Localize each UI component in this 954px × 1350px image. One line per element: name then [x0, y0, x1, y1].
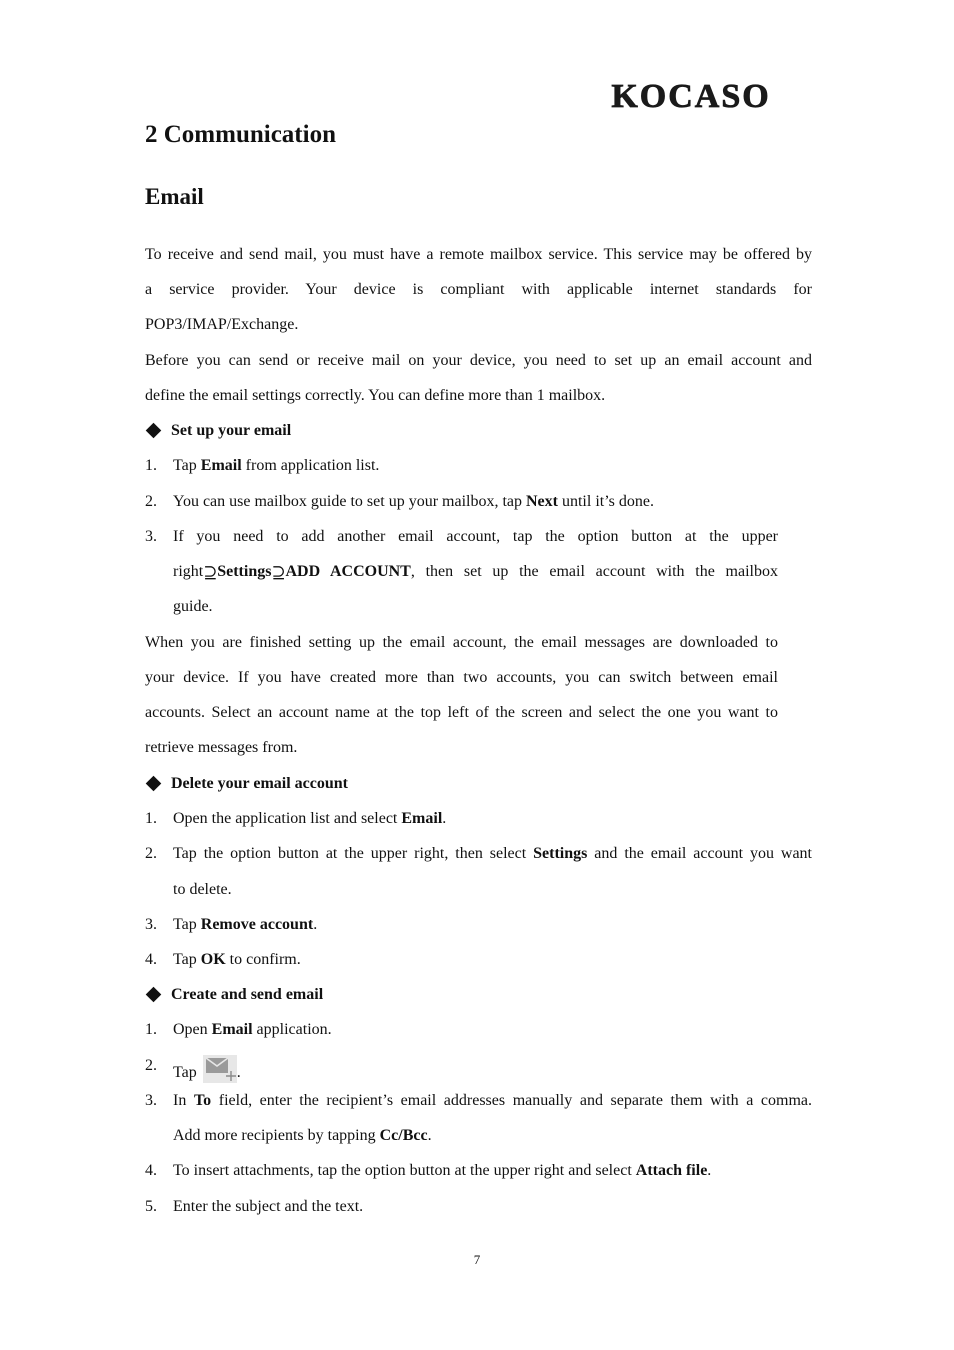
page-number: 7 — [473, 1252, 481, 1267]
setup-after-line4: retrieve messages from. — [145, 739, 298, 756]
setup-step1: Tap Email from application list. — [173, 457, 380, 474]
setup-after-line2: your device. If you have created more than two accounts, you can switch between email — [145, 669, 778, 686]
logo-text: KOCASO — [611, 78, 771, 114]
setup-step3-line3: guide. — [173, 598, 213, 615]
create-step4-num: 4. — [145, 1162, 157, 1179]
setup-step1-num: 1. — [145, 457, 157, 474]
section-title: Email — [145, 184, 204, 209]
superset-symbol: ⊇ — [271, 563, 286, 582]
create-heading-text: Create and send email — [171, 986, 324, 1003]
delete-step1: Open the application list and select Email. — [173, 810, 447, 827]
setup-step3-line1: If you need to add another email account, tap the option button at the upper — [173, 528, 778, 545]
setup-step3-num: 3. — [145, 528, 157, 545]
create-step2-num: 2. — [145, 1057, 157, 1074]
intro-p2-line1: Before you can send or receive mail on your device, you need to set up an email account and — [145, 352, 812, 369]
create-step1: Open Email application. — [173, 1021, 332, 1038]
create-step3-line1: In To field, enter the recipient’s email addresses manually and separate them with a comma. — [173, 1092, 813, 1109]
diamond-bullet-icon — [146, 423, 162, 439]
create-step3-num: 3. — [145, 1092, 157, 1109]
setup-step3-line2: right⊇Settings⊇ADD ACCOUNT, then set up the email account with the mailbox — [173, 563, 778, 582]
create-step5-num: 5. — [145, 1198, 157, 1215]
delete-step2-line2: to delete. — [173, 881, 232, 898]
create-step3-line2: Add more recipients by tapping Cc/Bcc. — [173, 1127, 432, 1144]
setup-after-line3: accounts. Select an account name at the top left of the screen and select the one you want to — [145, 704, 778, 721]
delete-step1-num: 1. — [145, 810, 157, 827]
create-heading — [145, 984, 323, 1006]
compose-mail-icon — [203, 1055, 237, 1083]
setup-heading-text: Set up your email — [171, 422, 292, 439]
intro-p1-line1: To receive and send mail, you must have a remote mailbox service. This service may be offered by — [145, 246, 812, 263]
delete-heading — [145, 773, 348, 795]
intro-p1-line2: a service provider. Your device is compliant with applicable internet standards for — [145, 281, 812, 298]
diamond-bullet-icon — [146, 987, 162, 1003]
create-step5: Enter the subject and the text. — [173, 1198, 364, 1215]
setup-step2: You can use mailbox guide to set up your mailbox, tap Next until it’s done. — [173, 493, 654, 510]
delete-step3: Tap Remove account. — [173, 916, 318, 933]
setup-step2-num: 2. — [145, 493, 157, 510]
delete-step2-num: 2. — [145, 845, 157, 862]
superset-symbol: ⊇ — [203, 563, 218, 582]
create-step4: To insert attachments, tap the option button at the upper right and select Attach file. — [173, 1162, 712, 1179]
delete-step4-num: 4. — [145, 951, 157, 968]
kocaso-logo — [582, 78, 800, 114]
create-step2: Tap . — [173, 1055, 241, 1084]
create-step1-num: 1. — [145, 1021, 157, 1038]
setup-after-line1: When you are finished setting up the email account, the email messages are downloaded to — [145, 634, 778, 651]
delete-heading-text: Delete your email account — [171, 775, 348, 792]
intro-p2-line2: define the email settings correctly. You can define more than 1 mailbox. — [145, 387, 606, 404]
delete-step3-num: 3. — [145, 916, 157, 933]
delete-step4: Tap OK to confirm. — [173, 951, 301, 968]
setup-heading — [145, 420, 291, 442]
intro-p1-line3: POP3/IMAP/Exchange. — [145, 316, 299, 333]
diamond-bullet-icon — [146, 776, 162, 792]
chapter-title: 2 Communication — [145, 121, 336, 148]
delete-step2-line1: Tap the option button at the upper right, then select Settings and the email account you want — [173, 845, 812, 862]
